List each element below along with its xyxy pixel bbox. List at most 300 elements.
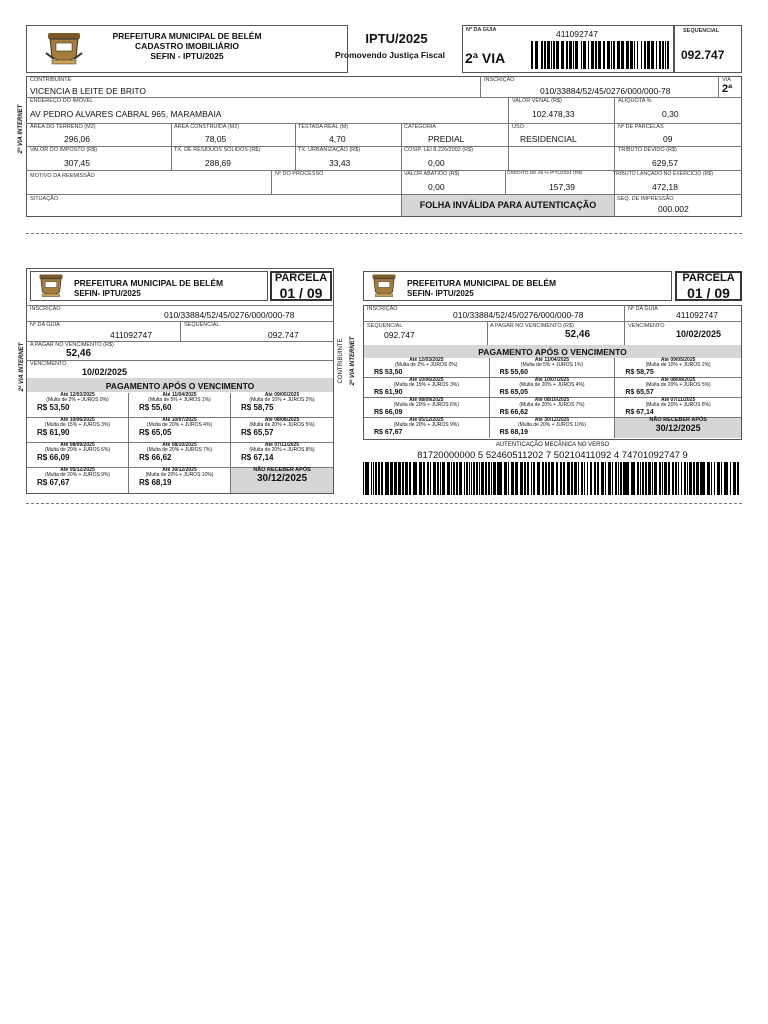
left-stub-inscricao-value: 010/33884/52/45/0276/000/000-78 — [164, 310, 295, 320]
seq-impressao-value: 000.002 — [658, 204, 689, 214]
testada-value: 4,70 — [329, 134, 346, 144]
barcode-bar — [553, 41, 555, 69]
barcode-bar — [608, 462, 611, 495]
late-payment-date: Até 05/12/2025 — [60, 467, 95, 473]
right-stub-late-grid — [364, 358, 741, 439]
barcode-bar — [591, 41, 594, 69]
left-stub-org-line1: PREFEITURA MUNICIPAL DE BELÉM — [74, 278, 224, 288]
late-payment-note: (Multa de 15% + JUROS 3%) — [393, 382, 459, 389]
left-stub-seq-label: SEQUENCIAL — [184, 322, 220, 328]
barcode-bar — [583, 41, 586, 69]
barcode-bar — [405, 462, 408, 495]
late-payment-note: (Multa de 20% + JUROS 9%) — [393, 422, 459, 429]
barcode-bar — [626, 41, 629, 69]
right-stub-side-text-2: 2ª VIA INTERNET — [350, 336, 356, 386]
situacao-label: SITUAÇÃO — [30, 196, 59, 202]
late-payment-cell — [364, 398, 490, 418]
late-payment-value: R$ 53,50 — [37, 402, 70, 412]
main-org-line2: CADASTRO IMOBILIÁRIO — [135, 41, 239, 51]
barcode-bar — [567, 462, 570, 495]
endereco-label: ENDEREÇO DO IMÓVEL — [30, 98, 94, 104]
barcode-bar — [531, 41, 533, 69]
doc-title: IPTU/2025 — [365, 31, 428, 46]
barcode-bar — [398, 462, 401, 495]
barcode-bar — [444, 462, 445, 495]
barcode-bar — [667, 41, 669, 69]
late-payment-date: Até 08/09/2025 — [60, 442, 95, 448]
barcode-bar — [647, 41, 650, 69]
late-payment-value: R$ 67,14 — [625, 408, 654, 416]
barcode-bar — [548, 462, 551, 495]
barcode-bar — [645, 462, 647, 495]
barcode-bar — [447, 462, 450, 495]
valor-imposto-value: 307,45 — [64, 158, 90, 168]
main-org-line3: SEFIN - IPTU/2025 — [150, 51, 224, 61]
barcode-bar — [515, 462, 518, 495]
barcode-bar — [696, 462, 697, 495]
area-terreno-value: 296,06 — [64, 134, 90, 144]
doc-subtitle: Promovendo Justiça Fiscal — [334, 50, 446, 60]
late-payment-note: (Multa de 20% + JUROS 8%) — [645, 402, 711, 409]
barcode-bar — [640, 462, 642, 495]
barcode-bar — [416, 462, 417, 495]
tx-residuos-label: TX. DE RESÍDUOS SÓLIDOS (R$) — [174, 147, 261, 153]
main-org-line1: PREFEITURA MUNICIPAL DE BELÉM — [112, 31, 262, 41]
barcode-bar — [678, 462, 679, 495]
barcode-bar — [717, 462, 718, 495]
late-payment-value: R$ 67,67 — [374, 428, 403, 436]
via-value: 2ª — [722, 83, 733, 95]
barcode-bar — [584, 462, 585, 495]
barcode-bar — [703, 462, 705, 495]
left-stub-side-text: 2ª VIA INTERNET — [19, 342, 25, 392]
right-stub-parcela-value: 01 / 09 — [687, 285, 730, 301]
late-payment-cell — [129, 468, 231, 493]
late-payment-cell — [231, 418, 333, 443]
barcode-bar — [620, 462, 622, 495]
left-stub-late-grid — [27, 393, 333, 493]
nao-receber-cell — [615, 418, 741, 438]
barcode-bar — [581, 462, 583, 495]
barcode-bar — [668, 462, 671, 495]
right-stub-inscricao-label: INSCRIÇÃO — [367, 306, 398, 312]
barcode-bar — [578, 462, 579, 495]
barcode-bar — [560, 462, 562, 495]
barcode-bar — [508, 462, 509, 495]
inscricao-label: INSCRIÇÃO — [484, 77, 515, 83]
late-payment-date: Até 08/10/2025 — [162, 442, 197, 448]
late-payment-date: Até 10/06/2025 — [409, 377, 444, 383]
valor-abatido-label: VALOR ABATIDO (R$) — [404, 171, 460, 177]
barcode-bar — [718, 462, 720, 495]
barcode-bar — [542, 462, 545, 495]
barcode-bar — [547, 41, 550, 69]
barcode-bar — [611, 41, 612, 69]
tributo-lancado-value: 472,18 — [652, 182, 678, 192]
barcode-bar — [378, 462, 380, 495]
late-payment-value: R$ 67,67 — [37, 477, 70, 487]
cut-line-bottom — [26, 503, 742, 504]
late-payment-date: Até 10/07/2025 — [534, 377, 570, 383]
late-payment-value: R$ 58,75 — [625, 368, 654, 376]
barcode-bar — [601, 462, 604, 495]
late-payment-date: Até 10/06/2025 — [60, 417, 95, 423]
barcode-bar — [648, 462, 651, 495]
folha-invalida-text: FOLHA INVÁLIDA PARA AUTENTICAÇÃO — [419, 200, 597, 210]
barcode-bar — [566, 41, 568, 69]
late-payment-value: R$ 66,62 — [139, 452, 172, 462]
barcode-bar — [485, 462, 488, 495]
barcode-bar — [371, 462, 372, 495]
late-payment-value: R$ 66,09 — [37, 452, 70, 462]
barcode-bar — [714, 462, 715, 495]
right-stub-inscricao-value: 010/33884/52/45/0276/000/000-78 — [453, 310, 584, 320]
barcode-bar — [637, 462, 639, 495]
late-payment-note: (Multa de 20% + JUROS 9%) — [44, 472, 111, 479]
barcode-bar — [504, 462, 507, 495]
guia-barcode — [531, 41, 671, 69]
parcelas-label: Nº DE PARCELAS — [618, 124, 664, 130]
right-stub-guia-value: 411092747 — [676, 310, 718, 320]
belem-coat-of-arms-logo — [36, 273, 66, 299]
barcode-bar — [456, 462, 458, 495]
barcode-bar — [637, 41, 638, 69]
right-stub-pagamento-title: PAGAMENTO APÓS O VENCIMENTO — [478, 347, 627, 357]
barcode-bar — [402, 462, 405, 495]
segunda-via-label: 2ª VIA — [465, 50, 506, 66]
payment-barcode — [363, 462, 742, 495]
barcode-bar — [612, 462, 613, 495]
barcode-bar — [466, 462, 468, 495]
via-label: VIA — [722, 77, 731, 83]
barcode-bar — [440, 462, 441, 495]
barcode-bar — [597, 462, 600, 495]
barcode-bar — [363, 462, 364, 495]
credito-value: 157,39 — [549, 182, 575, 192]
barcode-bar — [551, 462, 554, 495]
area-terreno-label: ÁREA DO TERRENO (M2) — [30, 124, 96, 130]
barcode-bar — [551, 41, 552, 69]
late-payment-cell — [364, 378, 490, 398]
left-stub-pagamento-title: PAGAMENTO APÓS O VENCIMENTO — [105, 381, 255, 391]
categoria-value: PREDIAL — [428, 134, 465, 144]
barcode-bar — [520, 462, 521, 495]
barcode-bar — [471, 462, 472, 495]
late-payment-cell — [129, 393, 231, 418]
late-payment-date: Até 08/08/2025 — [264, 417, 300, 423]
barcode-bar — [433, 462, 436, 495]
barcode-bar — [535, 41, 538, 69]
barcode-bar — [464, 462, 466, 495]
area-construida-label: ÁREA CONSTRUÍDA (M2) — [174, 124, 240, 130]
barcode-bar — [642, 462, 644, 495]
late-payment-cell — [364, 358, 490, 378]
late-payment-value: R$ 65,05 — [499, 388, 529, 396]
barcode-bar — [385, 462, 388, 495]
left-stub-seq-value: 092.747 — [268, 330, 299, 340]
barcode-bar — [541, 41, 543, 69]
late-payment-value: R$ 68,19 — [139, 477, 172, 487]
late-payment-date: Até 12/03/2025 — [409, 357, 444, 363]
right-stub-venc-label: VENCIMENTO — [628, 323, 665, 329]
cosip-label: COSIP. LEI 8.226/2002 (R$) — [404, 147, 473, 153]
barcode-bar — [488, 462, 490, 495]
late-payment-value: R$ 65,57 — [625, 388, 654, 396]
barcode-bar — [574, 462, 577, 495]
nao-receber-cell — [231, 468, 333, 493]
barcode-bar — [681, 462, 683, 495]
late-payment-date: Até 11/04/2025 — [534, 357, 570, 363]
belem-coat-of-arms-logo — [44, 31, 84, 67]
barcode-bar — [618, 462, 620, 495]
late-payment-value: R$ 53,50 — [374, 368, 403, 376]
left-stub-org-line2: SEFIN- IPTU/2025 — [74, 289, 141, 298]
late-payment-date: Até 12/03/2025 — [60, 392, 95, 398]
late-payment-date: Até 08/08/2025 — [660, 377, 696, 383]
barcode-bar — [537, 462, 540, 495]
area-construida-value: 78,05 — [205, 134, 227, 144]
tx-residuos-value: 288,69 — [205, 158, 231, 168]
barcode-bar — [626, 462, 629, 495]
late-payment-cell — [27, 468, 129, 493]
late-payment-date: Até 30/12/2025 — [534, 417, 570, 423]
barcode-bar — [664, 462, 667, 495]
contribuinte-label: CONTRIBUINTE — [30, 77, 72, 83]
barcode-bar — [544, 41, 546, 69]
barcode-bar — [531, 462, 532, 495]
barcode-bar — [675, 462, 678, 495]
tributo-devido-value: 629,57 — [652, 158, 678, 168]
late-payment-cell — [231, 443, 333, 468]
late-payment-cell — [490, 418, 616, 438]
autenticacao-label: AUTENTICAÇÃO MECÂNICA NO VERSO — [495, 442, 610, 448]
barcode-bar — [500, 462, 502, 495]
aliquota-value: 0,30 — [662, 109, 679, 119]
late-payment-value: R$ 66,09 — [374, 408, 403, 416]
barcode-bar — [730, 462, 732, 495]
left-stub-parcela-label: PARCELA — [274, 272, 328, 284]
barcode-bar — [373, 462, 375, 495]
late-payment-note: (Multa de 2% + JUROS 0%) — [46, 397, 109, 404]
late-payment-date: Até 09/05/2025 — [660, 357, 696, 363]
valor-imposto-label: VALOR DO IMPOSTO (R$) — [30, 147, 98, 153]
inscricao-value: 010/33884/52/45/0276/000/000-78 — [540, 86, 671, 96]
barcode-bar — [654, 462, 657, 495]
uso-value: RESIDENCIAL — [520, 134, 577, 144]
barcode-bar — [473, 462, 475, 495]
barcode-bar — [381, 462, 383, 495]
late-payment-value: R$ 61,90 — [374, 388, 403, 396]
barcode-bar — [437, 462, 440, 495]
barcode-bar — [737, 462, 740, 495]
barcode-bar — [595, 41, 597, 69]
late-payment-note: (Multa de 20% + JUROS 5%) — [249, 422, 315, 429]
barcode-bar — [388, 462, 389, 495]
barcode-bar — [419, 462, 422, 495]
cut-line-top — [26, 233, 742, 234]
late-payment-value: R$ 61,90 — [37, 427, 70, 437]
valor-venal-value: 102.478,33 — [532, 109, 575, 119]
late-payment-cell — [615, 378, 741, 398]
barcode-bar — [662, 41, 664, 69]
barcode-bar — [590, 462, 593, 495]
nao-receber-value: 30/12/2025 — [655, 422, 701, 433]
endereco-value: AV PEDRO ALVARES CABRAL 965, MARAMBAIA — [30, 109, 222, 119]
categoria-label: CATEGORIA — [404, 124, 436, 130]
barcode-bar — [527, 462, 530, 495]
barcode-bar — [711, 462, 712, 495]
guia-value: 411092747 — [556, 29, 598, 39]
late-payment-date: Até 09/05/2025 — [264, 392, 300, 398]
barcode-bar — [491, 462, 492, 495]
barcode-bar — [693, 462, 695, 495]
late-payment-date: Até 05/12/2025 — [409, 417, 444, 423]
right-stub-seq-value: 092.747 — [384, 330, 415, 340]
late-payment-note: (Multa de 5% + JUROS 1%) — [148, 397, 211, 404]
parcelas-value: 09 — [663, 134, 673, 144]
barcode-bar — [427, 462, 429, 495]
barcode-bar — [524, 462, 526, 495]
tx-urbanizacao-label: TX. URBANIZAÇÃO (R$) — [298, 147, 361, 153]
tx-urbanizacao-value: 33,43 — [329, 158, 351, 168]
barcode-bar — [617, 41, 619, 69]
late-payment-value: R$ 55,60 — [499, 368, 529, 376]
late-payment-note: (Multa de 20% + JUROS 4%) — [519, 382, 585, 389]
barcode-bar — [651, 41, 654, 69]
nao-receber-value: 30/12/2025 — [256, 472, 308, 484]
main-side-text: 2ª VIA INTERNET — [18, 104, 24, 154]
late-payment-note: (Multa de 10% + JUROS 2%) — [249, 397, 315, 404]
barcode-bar — [453, 462, 455, 495]
right-stub-seq-label: SEQUENCIAL — [367, 323, 403, 329]
barcode-bar — [631, 462, 633, 495]
valor-abatido-value: 0,00 — [428, 182, 445, 192]
barcode-bar — [641, 41, 642, 69]
barcode-bar — [390, 462, 393, 495]
barcode-bar — [545, 462, 547, 495]
barcode-bar — [413, 462, 416, 495]
late-payment-value: R$ 58,75 — [241, 402, 274, 412]
seq-label: SEQUENCIAL — [683, 28, 720, 34]
right-stub-side-text-1: CONTRIBUINTE — [338, 338, 344, 384]
right-stub-pagar-label: A PAGAR NO VENCIMENTO (R$) — [490, 323, 574, 329]
barcode-bar — [665, 41, 666, 69]
credito-label: CRÉDITO DE 25 % IPTU2024 (R$) — [507, 171, 583, 176]
barcode-bar — [656, 41, 657, 69]
right-stub-venc-value: 10/02/2025 — [676, 329, 722, 339]
nao-receber-label: NÃO RECEBER APÓS — [649, 417, 707, 423]
barcode-bar — [605, 462, 607, 495]
barcode-bar — [652, 462, 653, 495]
barcode-bar — [615, 462, 617, 495]
late-payment-cell — [615, 398, 741, 418]
late-payment-note: (Multa de 20% + JUROS 7%) — [519, 402, 585, 409]
late-payment-date: Até 10/07/2025 — [162, 417, 197, 423]
late-payment-date: Até 08/09/2025 — [409, 397, 444, 403]
barcode-bar — [634, 41, 635, 69]
late-payment-note: (Multa de 15% + JUROS 3%) — [44, 422, 111, 429]
barcode-bar — [721, 462, 722, 495]
barcode-bar — [563, 462, 566, 495]
late-payment-date: Até 07/11/2025 — [661, 397, 696, 403]
tributo-devido-label: TRIBUTO DEVIDO (R$) — [618, 147, 677, 153]
barcode-bar — [575, 41, 578, 69]
left-stub-pagar-value: 52,46 — [66, 348, 92, 359]
late-payment-note: (Multa de 5% + JUROS 1%) — [520, 362, 584, 369]
barcode-bar — [573, 41, 574, 69]
testada-label: TESTADA REAL (M) — [298, 124, 349, 130]
left-stub-inscricao-label: INSCRIÇÃO — [30, 306, 61, 312]
left-stub-parcela-value: 01 / 09 — [279, 285, 323, 301]
right-stub-org-line1: PREFEITURA MUNICIPAL DE BELÉM — [407, 278, 557, 288]
tributo-lancado-label: TRIBUTO LANÇADO NO EXERCÍCIO (R$) — [613, 171, 713, 177]
late-payment-cell — [231, 393, 333, 418]
late-payment-value: R$ 65,05 — [139, 427, 172, 437]
barcode-bar — [511, 462, 514, 495]
late-payment-note: (Multa de 20% + JUROS 5%) — [645, 382, 711, 389]
barcode-bar — [724, 462, 725, 495]
late-payment-note: (Multa de 10% + JUROS 2%) — [645, 362, 711, 369]
right-stub-parcela-label: PARCELA — [682, 272, 735, 284]
barcode-bar — [479, 462, 480, 495]
late-payment-note: (Multa de 2% + JUROS 0%) — [395, 362, 458, 369]
barcode-bar — [633, 462, 635, 495]
barcode-bar — [662, 462, 663, 495]
barcode-bar — [442, 462, 444, 495]
seq-value: 092.747 — [681, 48, 725, 62]
nao-receber-label: NÃO RECEBER APÓS — [253, 467, 311, 473]
barcode-bar — [733, 462, 736, 495]
late-payment-value: R$ 55,60 — [139, 402, 172, 412]
barcode-bar — [598, 41, 600, 69]
barcode-bar — [556, 41, 559, 69]
processo-label: Nº DO PROCESSO — [275, 171, 324, 177]
barcode-bar — [556, 462, 559, 495]
barcode-bar — [476, 462, 478, 495]
late-payment-note: (Multa de 20% + JUROS 10%) — [518, 422, 586, 429]
barcode-bar — [725, 462, 728, 495]
uso-label: USO — [512, 124, 524, 130]
barcode-bar — [588, 41, 589, 69]
barcode-bar — [603, 41, 605, 69]
barcode-bar — [659, 462, 662, 495]
late-payment-cell — [490, 358, 616, 378]
left-stub-guia-value: 411092747 — [110, 330, 152, 340]
right-stub-guia-label: Nº DA GUIA — [628, 306, 658, 312]
barcode-bar — [459, 462, 462, 495]
barcode-bar — [561, 41, 564, 69]
barcode-bar — [493, 462, 496, 495]
left-stub-venc-value: 10/02/2025 — [82, 367, 128, 377]
contribuinte-value: VICENCIA B LEITE DE BRITO — [30, 86, 147, 96]
barcode-bar — [581, 41, 582, 69]
barcode-bar — [613, 41, 615, 69]
barcode-bar — [689, 462, 692, 495]
barcode-bar — [594, 462, 596, 495]
barcode-bar — [533, 462, 536, 495]
right-stub-pagar-value: 52,46 — [565, 329, 591, 340]
barcode-bar — [672, 462, 674, 495]
barcode-bar — [423, 462, 426, 495]
left-stub-pagar-label: A PAGAR NO VENCIMENTO (R$) — [30, 342, 114, 348]
barcode-bar — [365, 462, 367, 495]
linha-digitavel: 81720000000 5 52460511202 7 50210411092 4 74701092747 9 — [417, 450, 688, 461]
late-payment-cell — [27, 443, 129, 468]
late-payment-date: Até 07/11/2025 — [264, 442, 300, 448]
late-payment-date: Até 08/10/2025 — [534, 397, 570, 403]
valor-venal-label: VALOR VENAL (R$) — [512, 98, 562, 104]
left-stub-venc-label: VENCIMENTO — [30, 361, 67, 367]
